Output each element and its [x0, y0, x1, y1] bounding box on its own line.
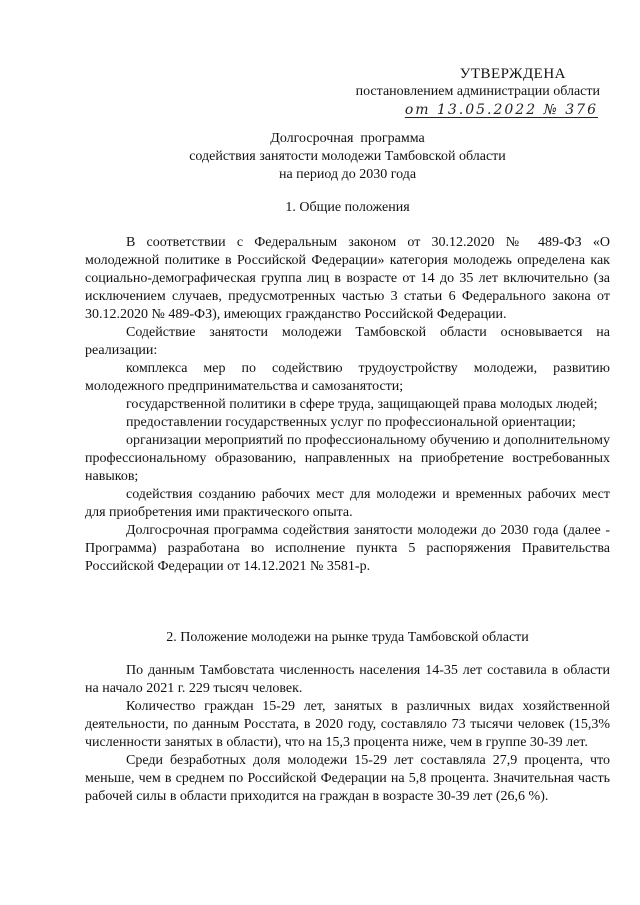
list-item: государственной политики в сфере труда, защищающей права молодых людей; [126, 397, 598, 412]
list-item: комплекса мер по содействию трудоустройству молодежи, развитию молодежного предпринимательства и самозанятости; [85, 361, 610, 394]
title-line-3: на период до 2030 года [278, 167, 417, 182]
paragraph: По данным Тамбовстата численность населения 14-35 лет составила в области на начало 2021 г. 229 тысяч человек. [85, 663, 610, 696]
approval-line: постановлением администрации области [355, 84, 600, 99]
paragraph: Среди безработных доля молодежи 15-29 лет составляла 27,9 процента, что меньше, чем в среднем по Российской Федерации на 5,8 процента. Значительная часть рабочей силы в области приходится на граждан в возрасте 30-39 лет (26,6 %). [85, 753, 610, 804]
document-title [85, 130, 610, 184]
paragraph: Содействие занятости молодежи Тамбовской области основывается на реализации: [85, 325, 610, 358]
paragraph: Долгосрочная программа содействия занятости молодежи до 2030 года (далее - Программа) разработана во исполнение пункта 5 распоряжения Правительства Российской Федерации от 14.12.2021 № 3581-р. [85, 523, 610, 574]
section-2-heading: 2. Положение молодежи на рынке труда Тамбовской области [166, 630, 529, 645]
section-2-body [85, 662, 610, 806]
section-1-heading: 1. Общие положения [285, 200, 410, 215]
approval-heading: УТВЕРЖДЕНА [459, 66, 566, 82]
section-1-body [85, 234, 610, 576]
list-item: организации мероприятий по профессиональному обучению и дополнительному профессиональному образованию, направленных на приобретение востребованных навыков; [85, 433, 610, 484]
list-item: предоставлении государственных услуг по профессиональной ориентации; [126, 415, 576, 430]
approval-stamp [330, 66, 600, 119]
paragraph: В соответствии с Федеральным законом от 30.12.2020 № 489-ФЗ «О молодежной политике в Российской Федерации» категория молодежь определена как социально-демографическая группа лиц в возрасте от 14 до 35 лет включительно (за исключением случаев, предусмотренных частью 3 статьи 6 Федерального закона от 30.12.2020 № 489-ФЗ), имеющих гражданство Российской Федерации. [85, 235, 610, 322]
paragraph: Количество граждан 15-29 лет, занятых в различных видах хозяйственной деятельности, по данным Росстата, в 2020 году, составляло 73 тысячи человек (15,3% численности занятых в области), что на 15,3 процента ниже, чем в группе 30-39 лет. [85, 699, 610, 750]
title-line-1: Долгосрочная программа [270, 131, 425, 146]
handwritten-date-number: от 13.05.2022 № 376 [404, 102, 598, 118]
list-item: содействия созданию рабочих мест для молодежи и временных рабочих мест для приобретения ими практического опыта. [85, 487, 610, 520]
title-line-2: содействия занятости молодежи Тамбовской области [189, 149, 506, 164]
